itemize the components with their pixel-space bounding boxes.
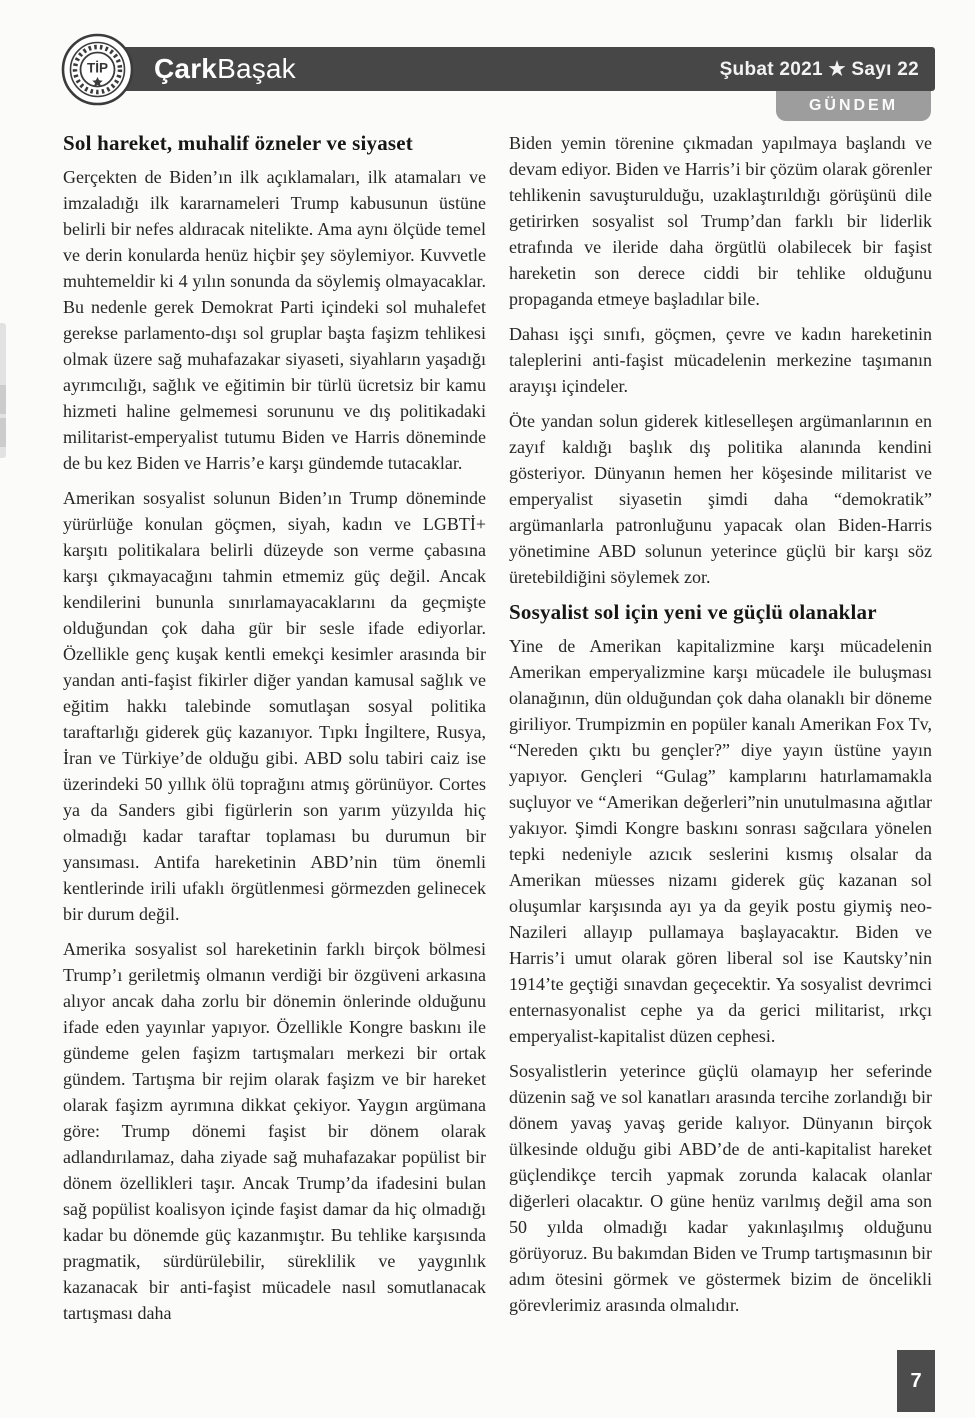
article-heading-2: Sosyalist sol için yeni ve güçlü olanaklar — [509, 600, 877, 624]
paragraph: Sosyalistlerin yeterince güçlü olamayıp her seferinde düzenin sağ ve sol kanatları arasında tercihe zorlandığı bir dönem yavaş yavaş geride kalıyor. Dünyanın birçok ülkesinde olduğu gibi ABD’de de anti-kapitalist hareket güçlendikçe tercih yapmak zorunda kalacak olanlar diğerleri olacaktır. O güne henüz varılmış değil ama son 50 yılda olmadığı kadar yakınlaşılmış olduğunu görüyoruz. Bu bakımdan Biden ve Trump tartışmasının bir adım ötesini görmek ve göstermek bizim de öncelikli görevlerimiz arasında olmalıdır. — [509, 1061, 932, 1315]
tip-emblem-icon — [61, 33, 134, 106]
page-edge-tab — [0, 385, 6, 414]
section-badge: GÜNDEM — [776, 91, 931, 121]
page-edge-tab — [0, 418, 6, 447]
left-column — [63, 130, 486, 1335]
paragraph: Gerçekten de Biden’ın ilk açıklamaları, ilk atamaları ve imzaladığı ilk kararnameleri Trump kabusunun üstüne belirli bir nefes aldıracak nitelikte. Ama aynı ölçüde temel ve derin konularda henüz hiçbir şey söylemiyor. Kuvvetle muhtemeldir ki 4 yılın sonunda da söylemiş olmayacaklar. Bu nedenle gerek Demokrat Parti içindeki sol muhalefet gerekse parlamento-dışı sol gruplar başta faşizm tehlikesi olmak üzere sağ muhafazakar siyaseti, siyahların yaşadığı ayrımcılığı, sağlık ve eğitimin bir türlü ücretsiz bir kamu hizmeti haline gelmemesi sorununu ve dış politikadaki militarist-emperyalist tutumu Biden ve Harris döneminde de bu kez Biden ve Harris’e karşı gündemde tutacaklar. — [63, 167, 486, 473]
article-body — [63, 130, 933, 1335]
publication-title-regular: Başak — [217, 53, 296, 84]
page-number: 7 — [897, 1350, 935, 1412]
paragraph: Amerikan sosyalist solunun Biden’ın Trump döneminde yürürlüğe konulan göçmen, siyah, kadın ve LGBTİ+ karşıtı politikalara belirli düzeyde son verme çabasına karşı çıkmayacağını tahmin etmemiz güç değil. Ancak kendilerini bununla sınırlamayacaklarını da geçmişte olduğundan çok daha gür bir sesle ifade ediyorlar. Özellikle genç kuşak kentli emekçi kesimler arasında bir yandan anti-faşist fikirler diğer yandan kamusal sağlık ve eğitim hakkı talebinde somutlaşan sosyal politika taraftarlığı giderek güç kazanıyor. Tıpkı İngiltere, Rusya, İran ve Türkiye’de olduğu gibi. ABD solu tabiri caiz ise üzerindeki 50 yıllık ölü toprağını atmış görünüyor. Cortes ya da Sanders gibi figürlerin son yarım yüzyılda hiç olmadığı kadar taraftar toplaması bu durumun bir yansıması. Antifa hareketinin ABD’nin tüm önemli kentlerinde irili ufaklı örgütlenmesi görmezden gelinecek bir durum değil. — [63, 488, 486, 924]
tip-logo — [61, 33, 134, 106]
paragraph: Biden yemin törenine çıkmadan yapılmaya başlandı ve devam ediyor. Biden ve Harris’i bir çözüm olarak görenler tehlikenin savuşturulduğu, uzaklaştırıldığı görüşünü dile getirirken sosyalist sol Trump’dan farklı bir liderlik etrafında ve ileride daha örgütlü olabilecek bir faşist hareketin son derece ciddi bir tehlike olduğunu propaganda etmeye başladılar bile. — [509, 133, 932, 309]
paragraph: Dahası işçi sınıfı, göçmen, çevre ve kadın hareketinin taleplerini anti-faşist mücadelenin merkezine taşımanın arayışı içindeler. — [509, 324, 932, 396]
right-column — [509, 130, 932, 1335]
paragraph: Yine de Amerikan kapitalizmine karşı mücadelenin Amerikan emperyalizmine karşı mücadele ile buluşması olanağının, dün olduğundan çok daha olanaklı bir döneme giriliyor. Trumpizmin en popüler kanalı Amerikan Fox Tv, “Nereden çıktı bu gençler?” diye yayın üstüne yayın yapıyor. Gençleri “Gulag” kamplarını hatırlamamakla suçluyor ve “Amerikan değerleri”nin unutulmasına ağıtlar yakıyor. Şimdi Kongre baskını sonrası sağcılara yönelen tepki nedeniyle azıcık seslerini kısmış olsalar da Amerikan müesses nizamı giderek güç kazanan sol oluşumlar karşısında ayı ya da geyik postu giymiş neo-Nazileri allayıp pullamaya başlayacaktır. Biden ve Harris’i umut olarak gören liberal sol ise Kautsky’nin 1914’te geçtiği sınavdan geçecektir. Ya sosyalist devrimci enternasyonalist cephe ya da gerici militarist, ırkçı emperyalist-kapitalist düzen cephesi. — [509, 636, 932, 1046]
issue-info: Şubat 2021 ★ Sayı 22 — [719, 58, 919, 80]
article-heading-1: Sol hareket, muhalif özneler ve siyaset — [63, 131, 413, 155]
publication-title-bold: Çark — [154, 53, 218, 84]
paragraph: Amerika sosyalist sol hareketinin farklı birçok bölmesi Trump’ı geriletmiş olmanın verdiği bir özgüveni arkasına alıyor ancak daha zorlu bir dönemin önlerinde olduğunu ifade eden yayınlar yapıyor. Özellikle Kongre baskını ile gündeme gelen faşizm tartışmaları merkezi bir ortak gündem. Tartışma bir rejim olarak faşizm ve bir hareket olarak faşizm ayrımına dikkat çekiyor. Yaygın argümana göre: Trump dönemi faşist bir dönem olarak adlandırılamaz, daha ziyade sağ muhafazakar popülist bir dönem özellikleri taşır. Ancak Trump’da ifadesini bulan sağ popülist koalisyon içinde faşist damar da hiç olmadığı kadar bu dönemde güç kazanmıştır. Bu tehlike karşısında pragmatik, sürdürülebilir, süreklilik ve yaygınlık kazanacak bir anti-faşist mücadele nasıl somutlanacak tartışması daha — [63, 939, 486, 1323]
tip-logo-text: TİP — [86, 60, 109, 76]
masthead-bar — [86, 47, 935, 91]
paragraph: Öte yandan solun giderek kitleselleşen argümanlarının en zayıf kaldığı başlık dış politika alanında kendini gösteriyor. Dünyanın hemen her köşesinde militarist ve emperyalist siyasetin şimdi daha “demokratik” argümanlarla patronluğunu yapacak olan Biden-Harris yönetimine ABD solunun yeterince güçlü bir karşı söz üretebildiğini söylemek zor. — [509, 411, 932, 587]
